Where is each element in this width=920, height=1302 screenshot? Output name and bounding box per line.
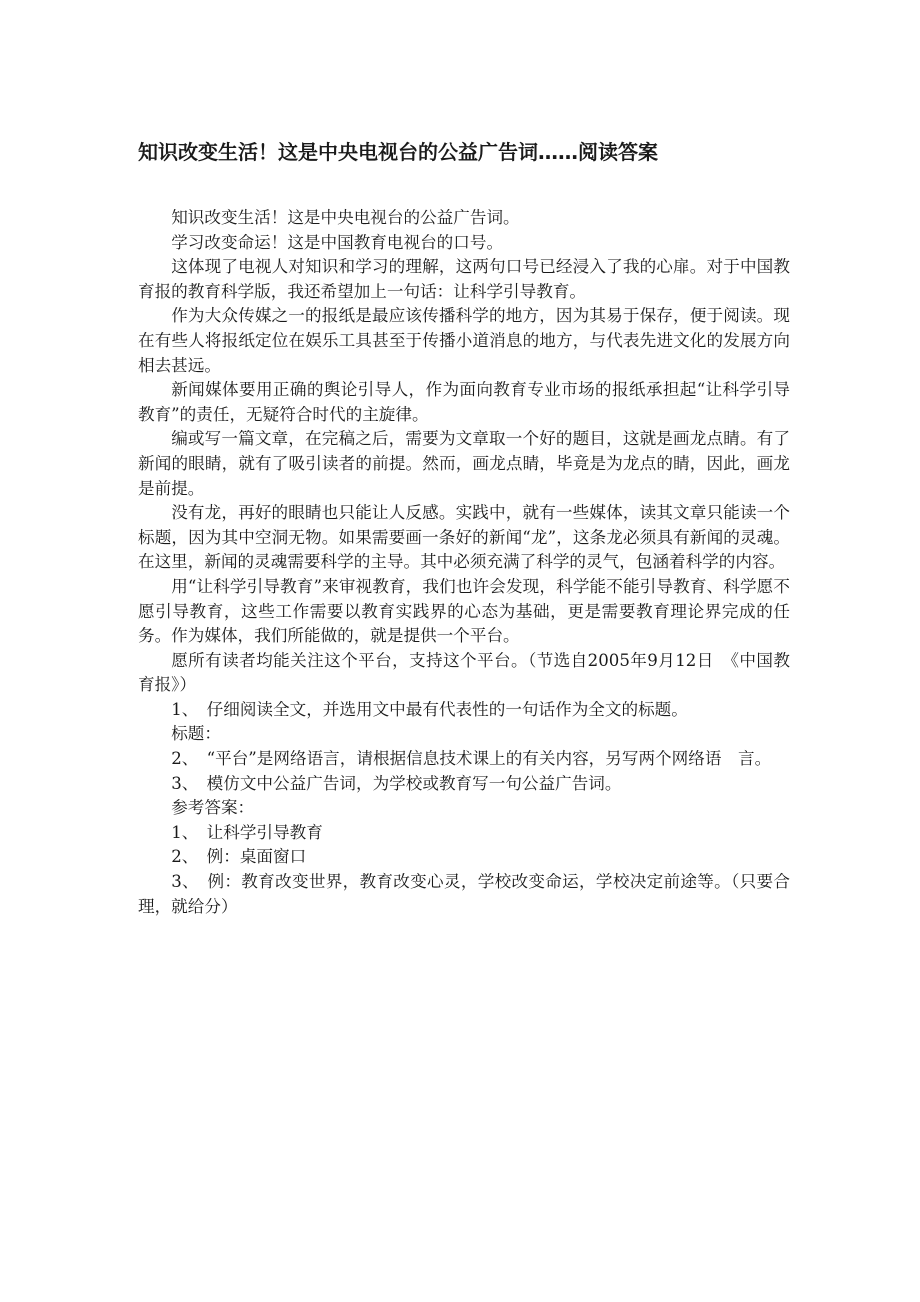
paragraph: 学习改变命运！这是中国教育电视台的口号。 [171,232,504,252]
paragraph: 知识改变生活！这是中央电视台的公益广告词。 [171,208,520,227]
document-title: 知识改变生活！这是中央电视台的公益广告词……阅读答案 [138,140,658,164]
question-1: 1、 仔细阅读全文，并选用文中最有代表性的一句话作为全文的标题。 [171,699,688,719]
paragraph: 作为大众传媒之一的报纸是最应该传播科学的地方，因为其易于保存，便于阅读。现在有些人将报纸定位在娱乐工具甚至于传播小道消息的地方，与代表先进文化的发展方向相去甚远。 [138,306,790,375]
answer-3: 3、 例：教育改变世界，教育改变心灵，学校改变命运，学校决定前途等。（只要合理，就给分） [138,872,790,916]
paragraph: 没有龙，再好的眼睛也只能让人反感。实践中，就有一些媒体，读其文章只能读一个标题，因为其中空洞无物。如果需要画一条好的新闻“龙”，这条龙必须具有新闻的灵魂。在这里，新闻的灵魂需要科学的主导。其中必须充满了科学的灵气，包涵着科学的内容。 [138,503,790,572]
answer-1: 1、 让科学引导教育 [171,822,323,842]
paragraph: 这体现了电视人对知识和学习的理解，这两句口号已经浸入了我的心扉。对于中国教育报的教育科学版，我还希望加上一句话：让科学引导教育。 [138,257,790,301]
answer-2: 2、 例：桌面窗口 [171,847,307,867]
document-body [138,206,790,919]
paragraph: 编或写一篇文章，在完稿之后，需要为文章取一个好的题目，这就是画龙点睛。有了新闻的眼睛，就有了吸引读者的前提。然而，画龙点睛，毕竟是为龙点的睛，因此，画龙是前提。 [138,429,790,498]
paragraph: 愿所有读者均能关注这个平台，支持这个平台。（节选自2005年9月12日 《中国教育报》） [138,650,790,695]
question-3: 3、 模仿文中公益广告词，为学校或教育写一句公益广告词。 [171,773,622,793]
question-2: 2、 “平台”是网络语言，请根据信息技术课上的有关内容，另写两个网络语 言。 [171,749,772,769]
reference-answer-heading: 参考答案： [171,798,255,818]
title-answer-label: 标题： [171,724,221,744]
paragraph: 新闻媒体要用正确的舆论引导人，作为面向教育专业市场的报纸承担起“让科学引导教育”的责任，无疑符合时代的主旋律。 [138,380,790,424]
paragraph: 用“让科学引导教育”来审视教育，我们也许会发现，科学能不能引导教育、科学愿不愿引导教育，这些工作需要以教育实践界的心态为基础，更是需要教育理论界完成的任务。作为媒体，我们所能做的，就是提供一个平台。 [138,576,790,646]
